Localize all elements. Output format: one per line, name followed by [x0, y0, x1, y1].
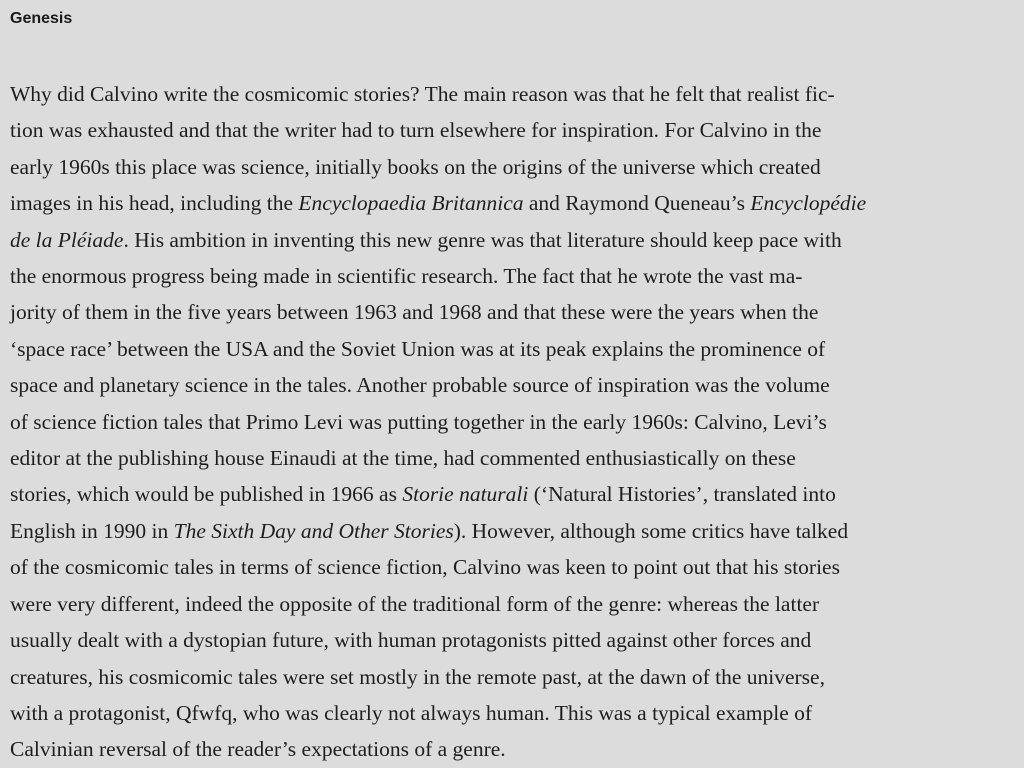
- text-segment: early 1960s this place was science, initially books on the origins of the universe which created: [10, 154, 821, 179]
- text-line: [10, 659, 1014, 695]
- text-line: [10, 149, 1014, 185]
- text-segment: Why did Calvino write the cosmicomic stories? The main reason was that he felt that realist fic-: [10, 82, 835, 106]
- italic-title: The Sixth Day and Other Stories: [173, 518, 454, 543]
- text-segment: ). However, although some critics have talked: [453, 518, 849, 543]
- text-line: [10, 331, 1014, 367]
- text-segment: tion was exhausted and that the writer had to turn elsewhere for inspiration. For Calvino in the: [10, 118, 822, 143]
- text-line: [10, 440, 1014, 476]
- text-segment: Calvinian reversal of the reader’s expectations of a genre.: [10, 737, 506, 762]
- text-segment: jority of them in the five years between 1963 and 1968 and that these were the years when the: [10, 300, 819, 325]
- section-heading: Genesis: [10, 10, 73, 27]
- text-segment: with a protagonist, Qfwfq, who was clearly not always human. This was a typical example of: [10, 700, 813, 725]
- text-segment: usually dealt with a dystopian future, with human protagonists pitted against other forces and: [10, 628, 812, 653]
- text-line: [10, 513, 1014, 549]
- text-segment: of the cosmicomic tales in terms of science fiction, Calvino was keen to point out that his stories: [10, 555, 840, 580]
- text-line: [10, 549, 1014, 585]
- text-line: [10, 76, 1014, 112]
- text-segment: of science fiction tales that Primo Levi was putting together in the early 1960s: Calvino, Levi’s: [10, 409, 827, 434]
- text-line: [10, 367, 1014, 403]
- text-line: [10, 185, 1014, 221]
- text-line: [10, 404, 1014, 440]
- text-line: [10, 112, 1014, 148]
- italic-title: de la Pléiade: [10, 227, 124, 252]
- text-segment: were very different, indeed the opposite of the traditional form of the genre: whereas the latter: [10, 591, 820, 616]
- text-line: [10, 586, 1014, 622]
- text-segment: (‘Natural Histories’, translated into: [528, 482, 836, 507]
- text-line: [10, 222, 1014, 258]
- text-line: [10, 294, 1014, 330]
- italic-title: Encyclopédie: [750, 191, 867, 216]
- body-paragraph: [10, 76, 1014, 768]
- italic-title: Storie naturali: [402, 482, 529, 507]
- text-line: [10, 622, 1014, 658]
- text-line: [10, 258, 1014, 294]
- italic-title: Encyclopaedia Britannica: [298, 191, 524, 216]
- text-segment: the enormous progress being made in scientific research. The fact that he wrote the vast ma-: [10, 264, 803, 289]
- text-segment: stories, which would be published in 1966 as: [10, 482, 403, 507]
- text-segment: . His ambition in inventing this new genre was that literature should keep pace with: [123, 227, 842, 252]
- text-segment: English in 1990 in: [10, 518, 174, 543]
- text-segment: space and planetary science in the tales. Another probable source of inspiration was the volume: [10, 373, 830, 398]
- text-segment: and Raymond Queneau’s: [523, 191, 751, 216]
- text-line: [10, 476, 1014, 512]
- text-segment: ‘space race’ between the USA and the Soviet Union was at its peak explains the prominence of: [10, 336, 826, 361]
- text-segment: creatures, his cosmicomic tales were set mostly in the remote past, at the dawn of the universe,: [10, 664, 825, 689]
- text-line: [10, 731, 1014, 767]
- text-segment: images in his head, including the: [10, 191, 299, 216]
- text-segment: editor at the publishing house Einaudi at the time, had commented enthusiastically on these: [10, 446, 796, 471]
- text-line: [10, 695, 1014, 731]
